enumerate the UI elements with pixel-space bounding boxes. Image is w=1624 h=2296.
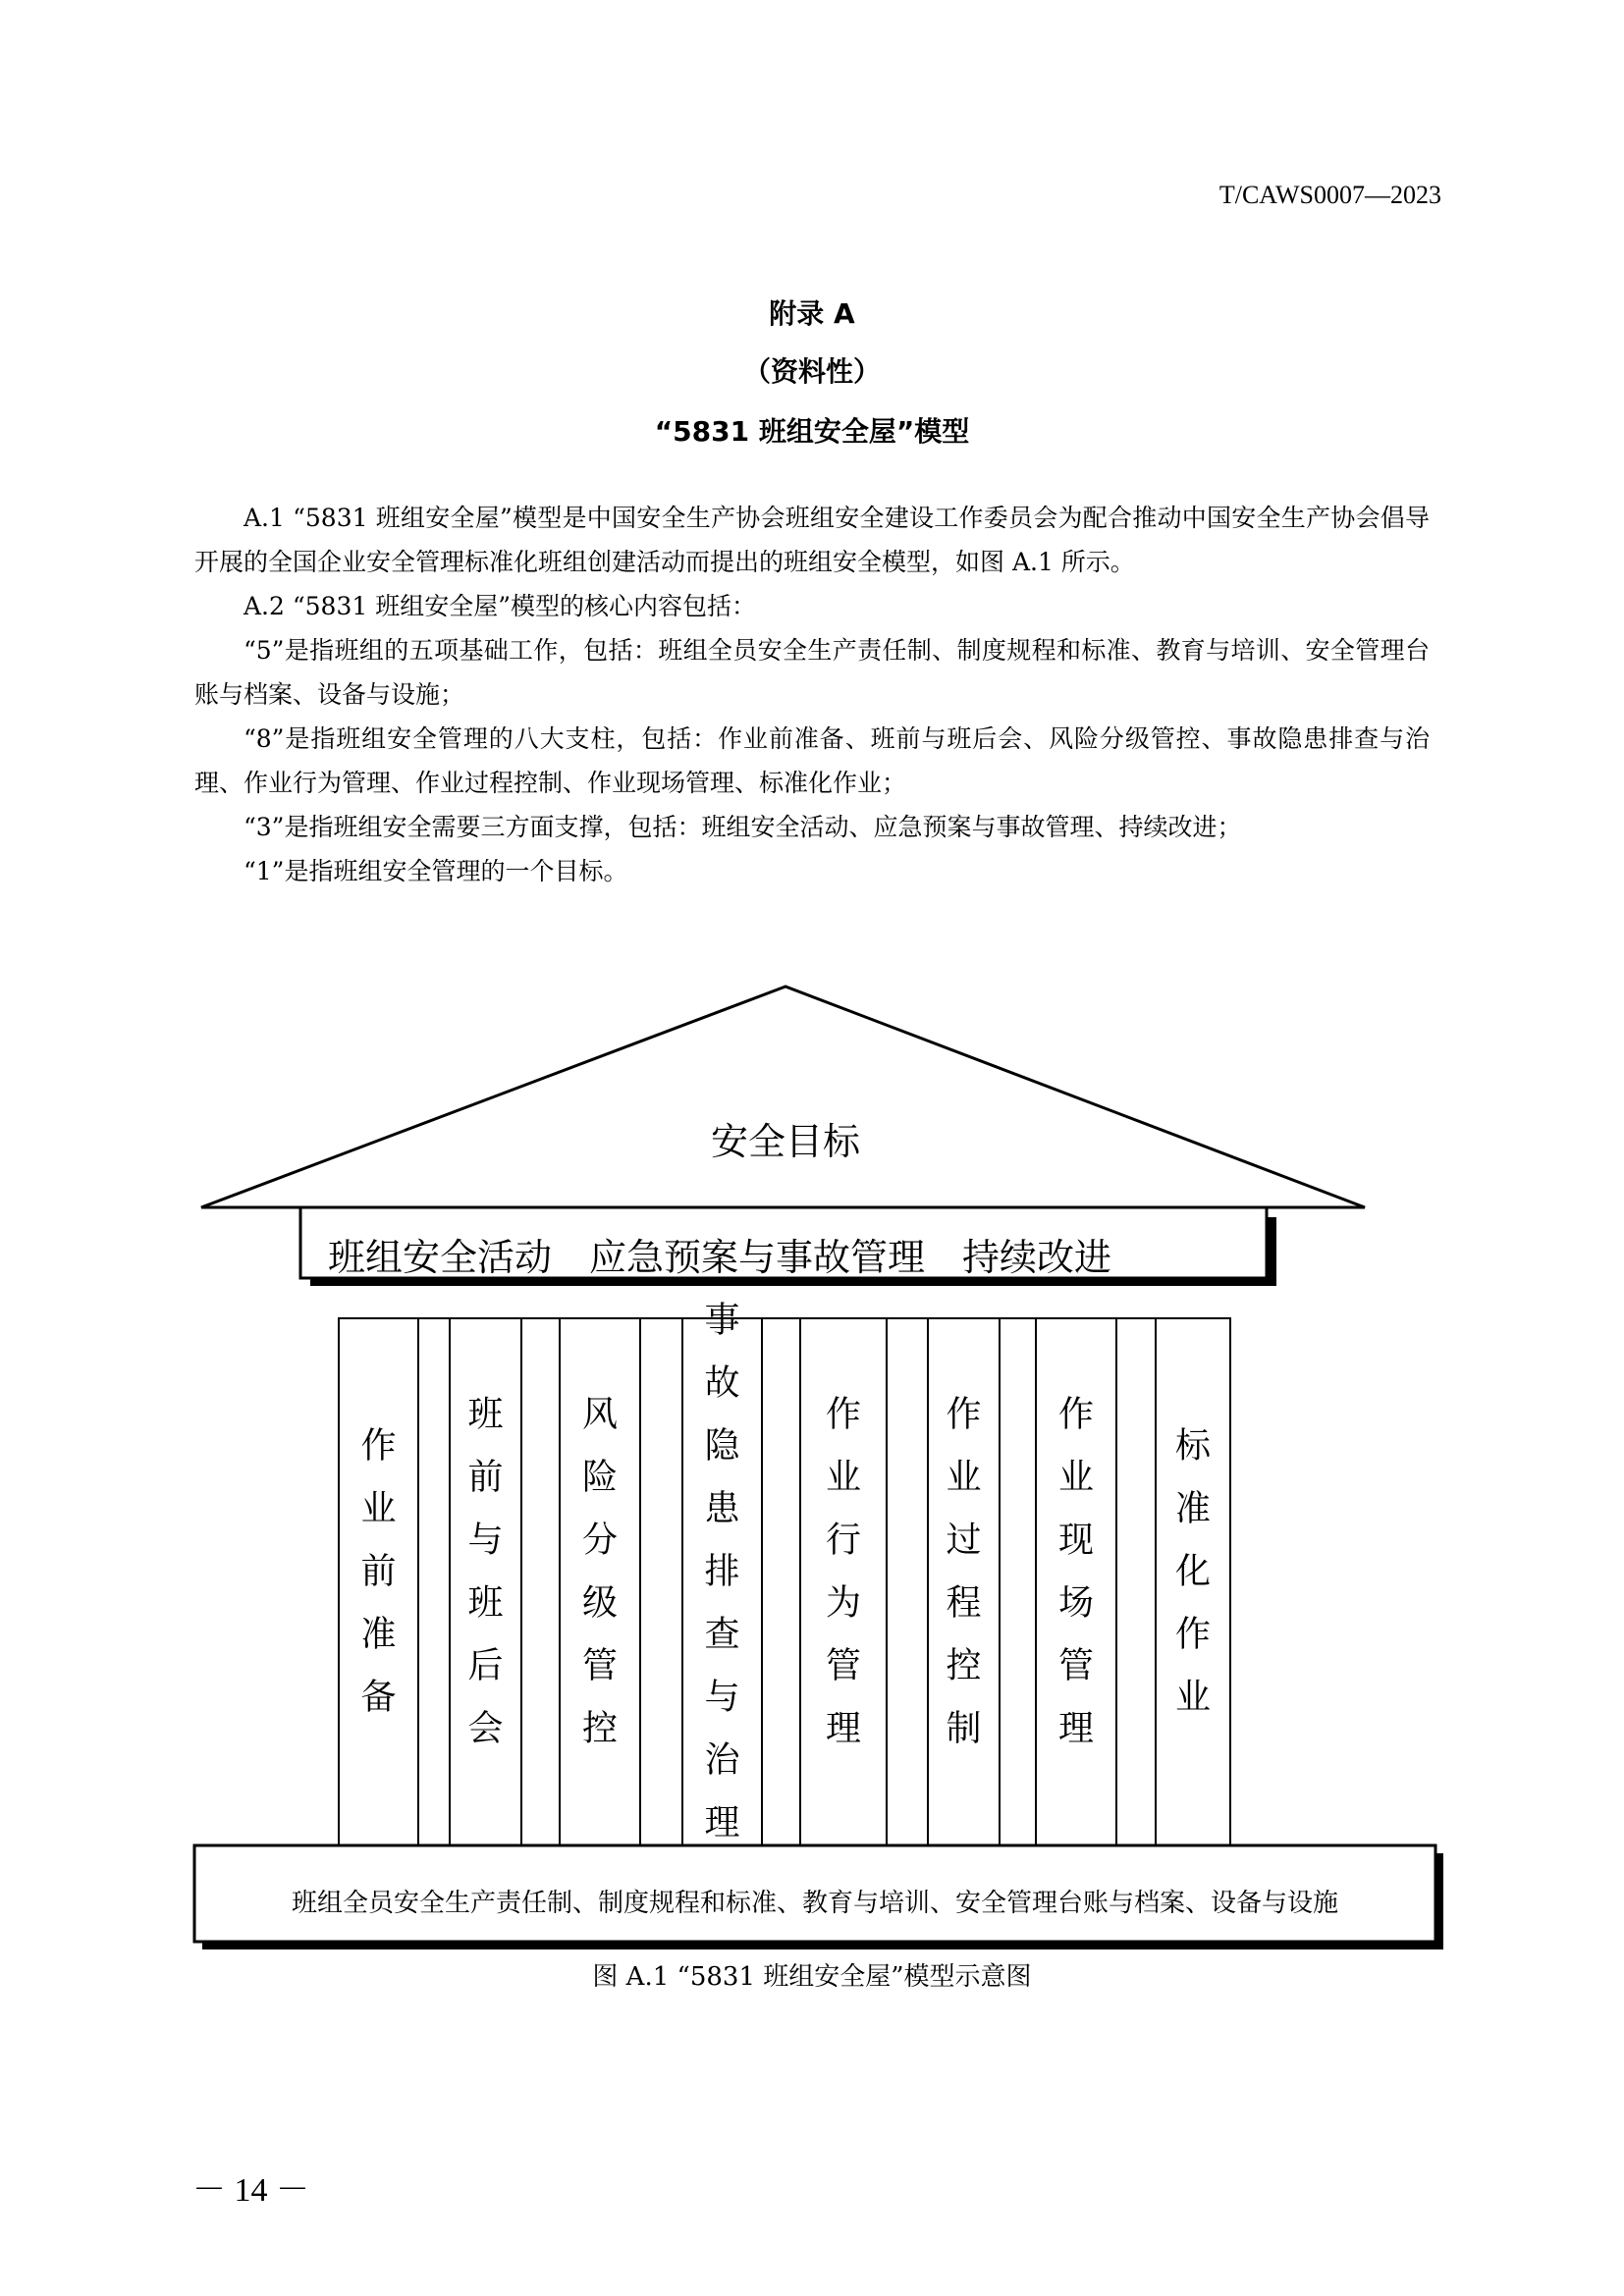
pillar-gap xyxy=(762,1318,800,1845)
figure-caption: 图 A.1 “5831 班组安全屋”模型示意图 xyxy=(592,1962,1032,1992)
pillar-label: 班前与班后会 xyxy=(467,1394,504,1749)
paragraph: “5”是指班组的五项基础工作，包括：班组全员安全生产责任制、制度规程和标准、教育与培训、安全管理台账与档案、设备与设施； xyxy=(194,636,1430,709)
pillar-label: 作业前准备 xyxy=(360,1425,397,1718)
appendix-name: “5831 班组安全屋”模型 xyxy=(654,415,970,448)
pillar-gap xyxy=(1116,1318,1156,1845)
page-number: － 14 － xyxy=(192,2172,309,2209)
pillar-gap xyxy=(1000,1318,1036,1845)
pillar-label: 风险分级管控 xyxy=(581,1394,619,1749)
pillar-label: 标准化作业 xyxy=(1174,1425,1212,1718)
paragraph: A.2 “5831 班组安全屋”模型的核心内容包括： xyxy=(244,592,756,620)
appendix-nature: （资料性） xyxy=(742,355,881,388)
paragraph: “1”是指班组安全管理的一个目标。 xyxy=(244,857,628,885)
paragraph: A.1 “5831 班组安全屋”模型是中国安全生产协会班组安全建设工作委员会为配合推动中国安全生产协会倡导开展的全国企业安全管理标准化班组创建活动而提出的班组安全模型，如图 A.1 所示。 xyxy=(194,504,1430,576)
pillar-label: 作业行为管理 xyxy=(825,1394,862,1749)
appendix-title: 附录 A xyxy=(769,297,855,330)
pillars-group xyxy=(339,1300,1230,1845)
roof-triangle xyxy=(201,987,1365,1207)
paragraph: “3”是指班组安全需要三方面支撑，包括：班组安全活动、应急预案与事故管理、持续改进； xyxy=(244,813,1242,841)
document-code: T/CAWS0007—2023 xyxy=(1218,181,1441,209)
pillar-gap xyxy=(640,1318,682,1845)
paragraph: “8”是指班组安全管理的八大支柱，包括：作业前准备、班前与班后会、风险分级管控、事故隐患排查与治理、作业行为管理、作业过程控制、作业现场管理、标准化作业； xyxy=(194,724,1430,797)
base-label: 班组全员安全生产责任制、制度规程和标准、教育与培训、安全管理台账与档案、设备与设施 xyxy=(291,1889,1339,1918)
beam-label: 班组安全活动 应急预案与事故管理 持续改进 xyxy=(328,1236,1112,1279)
pillar-label: 作业现场管理 xyxy=(1057,1394,1095,1749)
pillar-gap xyxy=(521,1318,560,1845)
pillar-label: 事故隐患排查与治理 xyxy=(704,1300,740,1843)
pillar-gap xyxy=(887,1318,928,1845)
pillar-gap xyxy=(418,1318,450,1845)
roof-label: 安全目标 xyxy=(710,1120,861,1163)
pillar-label: 作业过程控制 xyxy=(946,1394,982,1749)
